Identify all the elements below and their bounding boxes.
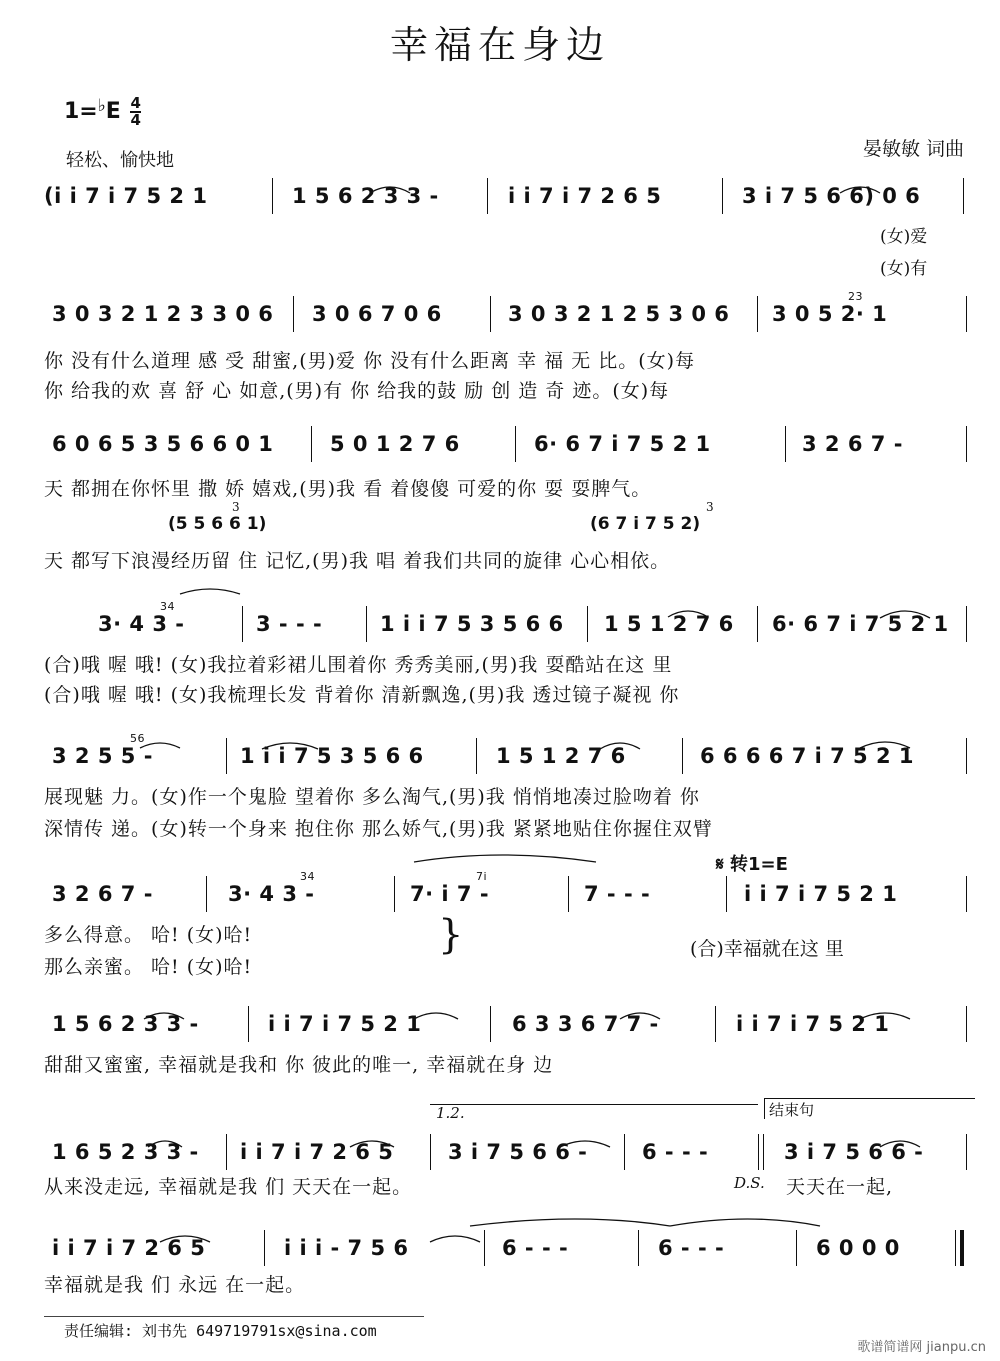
grace-note: 56 <box>130 732 145 745</box>
barline <box>394 876 395 912</box>
barline <box>366 606 367 642</box>
composer-credit: 晏敏敏 词曲 <box>862 138 964 160</box>
barline <box>715 1006 716 1042</box>
lyric-line-2: 天 都写下浪漫经历留 住 记忆,(男)我 唱 着我们共同的旋律 心心相依。 <box>44 550 671 572</box>
ending-lyric: 天天在一起, <box>786 1176 894 1198</box>
lyric-line-1: 你 没有什么道理 感 受 甜蜜,(男)爱 你 没有什么距离 幸 福 无 比。(女)每 <box>44 350 696 372</box>
barline <box>726 876 727 912</box>
barline <box>966 296 967 332</box>
barline <box>226 738 227 774</box>
modulation-mark: 𝄋 转1=E <box>716 854 788 875</box>
barline <box>242 606 243 642</box>
triplet-mark: 3 <box>232 500 240 514</box>
brace: } <box>438 912 464 958</box>
barline <box>490 1006 491 1042</box>
barline <box>763 1134 764 1170</box>
lyric-line-1: 幸福就是我 们 永远 在一起。 <box>44 1274 306 1296</box>
measure: 3· 4 3 - <box>98 612 185 636</box>
measure: i i 7 i 7 2 6 5 <box>52 1236 206 1260</box>
music-system-2 <box>0 290 1000 336</box>
measure: 6 0 0 0 <box>816 1236 900 1260</box>
barline <box>476 738 477 774</box>
measure: i i 7 i 7 2 6 5 <box>508 184 662 208</box>
music-system-6 <box>0 870 1000 916</box>
measure: 3 i 7 5 6 6 - <box>784 1140 924 1164</box>
measure: i i 7 i 7 5 2 1 <box>736 1012 890 1036</box>
measure: 1 6 5 2 3 3 - <box>52 1140 199 1164</box>
barline <box>955 1230 956 1266</box>
measure: 7· i 7 - <box>410 882 490 906</box>
ending-bracket <box>764 1098 975 1119</box>
music-system-3 <box>0 426 1000 466</box>
barline <box>796 1230 797 1266</box>
measure: 3 - - - <box>256 612 323 636</box>
time-bottom: 4 <box>130 111 141 129</box>
time-signature <box>130 96 140 128</box>
barline <box>757 296 758 332</box>
lyric-voice-2: (女)有 <box>880 259 928 279</box>
measure: 1 5 6 2 3 3 - <box>52 1012 199 1036</box>
barline <box>624 1134 625 1170</box>
lyric-line-1: 从来没走远, 幸福就是我 们 天天在一起。 <box>44 1176 413 1198</box>
lyric-line-2: (合)哦 喔 哦! (女)我梳理长发 背着你 清新飘逸,(男)我 透过镜子凝视 你 <box>44 684 680 706</box>
music-system-4 <box>0 600 1000 646</box>
site-watermark: 歌谱简谱网 jianpu.cn <box>857 1340 986 1355</box>
barline <box>490 296 491 332</box>
barline <box>757 606 758 642</box>
measure: 3 2 5 5 - <box>52 744 153 768</box>
barline <box>966 1134 967 1170</box>
barline <box>272 178 273 214</box>
key-prefix: 1= <box>64 99 98 124</box>
lyric-line-1: 展现魅 力。(女)作一个鬼脸 望着你 多么淘气,(男)我 悄悄地凑过脸吻着 你 <box>44 786 700 808</box>
triplet-mark: 3 <box>706 500 714 514</box>
measure: 3 0 3 2 1 2 5 3 0 6 <box>508 302 730 326</box>
measure: 3 2 6 7 - <box>802 432 903 456</box>
flat-sign: ♭ <box>97 96 106 116</box>
key-note: E <box>105 99 121 124</box>
variant-notes-2: (6 7 i 7 5 2) <box>590 514 701 534</box>
barline <box>484 1230 485 1266</box>
barline <box>966 1006 967 1042</box>
music-system-9 <box>0 1230 1000 1270</box>
barline <box>248 1006 249 1042</box>
barline <box>264 1230 265 1266</box>
measure: 6· 6 7 i 7 5 2 1 <box>534 432 711 456</box>
barline <box>587 606 588 642</box>
tempo-marking: 轻松、愉快地 <box>66 150 174 171</box>
lyric-line-2: 那么亲蜜。 哈! (女)哈! <box>44 956 253 978</box>
measure: i i 7 i 7 2 6 5 <box>240 1140 394 1164</box>
measure: 3· 4 3 - <box>228 882 315 906</box>
measure: 3 0 3 2 1 2 3 3 0 6 <box>52 302 274 326</box>
barline <box>966 426 967 462</box>
song-title: 幸福在身边 <box>389 23 610 67</box>
barline <box>515 426 516 462</box>
variant-notes-1: (5 5 6 6 1) <box>168 514 267 534</box>
barline <box>226 1134 227 1170</box>
music-system-5 <box>0 732 1000 778</box>
measure: 6 0 6 5 3 5 6 6 0 1 <box>52 432 274 456</box>
footer-divider <box>44 1316 424 1317</box>
time-top: 4 <box>130 94 141 112</box>
lyric-line-1: 天 都拥在你怀里 撒 娇 嬉戏,(男)我 看 着傻傻 可爱的你 耍 耍脾气。 <box>44 478 652 500</box>
measure: 3 2 6 7 - <box>52 882 153 906</box>
ending-label: 结束句 <box>769 1101 815 1119</box>
measure: i i i - 7 5 6 <box>284 1236 409 1260</box>
barline <box>682 738 683 774</box>
final-barline <box>960 1230 964 1266</box>
lyric-line-2: 你 给我的欢 喜 舒 心 如意,(男)有 你 给我的鼓 励 创 造 奇 迹。(女)每 <box>44 380 670 402</box>
barline <box>758 1134 759 1170</box>
measure: 6 - - - <box>502 1236 569 1260</box>
key-signature <box>64 96 141 128</box>
barline <box>966 876 967 912</box>
volta-bracket <box>430 1104 758 1105</box>
grace-note: 34 <box>160 600 175 613</box>
measure: 3 i 7 5 6 6) 0 6 <box>742 184 921 208</box>
music-system-1 <box>0 178 1000 218</box>
barline <box>206 876 207 912</box>
measure: 1 5 1 2 7 6 <box>496 744 626 768</box>
grace-note: 7i <box>476 870 488 883</box>
lyric-line-1: 甜甜又蜜蜜, 幸福就是我和 你 彼此的唯一, 幸福就在身 边 <box>44 1054 554 1076</box>
grace-note: 23 <box>848 290 863 303</box>
measure: 6 - - - <box>642 1140 709 1164</box>
measure: 6 - - - <box>658 1236 725 1260</box>
barline <box>293 296 294 332</box>
barline <box>638 1230 639 1266</box>
measure: (i i 7 i 7 5 2 1 <box>44 184 208 208</box>
footer-credit: 责任编辑: 刘书先 649719791sx@sina.com <box>64 1322 377 1340</box>
measure: 7 - - - <box>584 882 651 906</box>
measure: 3 0 5 2· 1 <box>772 302 888 326</box>
volta-label: 1.2. <box>436 1104 465 1122</box>
measure: 5 0 1 2 7 6 <box>330 432 460 456</box>
measure: 1 5 1 2 7 6 <box>604 612 734 636</box>
measure: 6 6 6 6 7 i 7 5 2 1 <box>700 744 915 768</box>
music-system-8 <box>0 1134 1000 1174</box>
grace-note: 34 <box>300 870 315 883</box>
lyric-line-1: (合)哦 喔 哦! (女)我拉着彩裙儿围着你 秀秀美丽,(男)我 耍酷站在这 里 <box>44 654 673 676</box>
barline <box>487 178 488 214</box>
measure: i i 7 i 7 5 2 1 <box>744 882 898 906</box>
measure: 1 i i 7 5 3 5 6 6 <box>240 744 424 768</box>
lyric-line-2: 深情传 递。(女)转一个身来 抱住你 那么娇气,(男)我 紧紧地贴住你握住双臂 <box>44 818 713 840</box>
measure: 3 0 6 7 0 6 <box>312 302 442 326</box>
measure: 6· 6 7 i 7 5 2 1 <box>772 612 949 636</box>
barline <box>785 426 786 462</box>
barline <box>966 606 967 642</box>
measure: 1 i i 7 5 3 5 6 6 <box>380 612 564 636</box>
lyric-voice-1: (女)爱 <box>880 227 928 247</box>
chorus-lyric: (合)幸福就在这 里 <box>690 938 844 960</box>
barline <box>311 426 312 462</box>
barline <box>966 738 967 774</box>
music-system-7 <box>0 1006 1000 1046</box>
ds-mark: D.S. <box>734 1174 765 1192</box>
measure: 6 3 3 6 7 7 - <box>512 1012 659 1036</box>
measure: 1 5 6 2 3 3 - <box>292 184 439 208</box>
barline <box>568 876 569 912</box>
measure: 3 i 7 5 6 6 - <box>448 1140 588 1164</box>
measure: i i 7 i 7 5 2 1 <box>268 1012 422 1036</box>
barline <box>430 1134 431 1170</box>
lyric-line-1: 多么得意。 哈! (女)哈! <box>44 924 253 946</box>
barline <box>722 178 723 214</box>
barline <box>963 178 964 214</box>
